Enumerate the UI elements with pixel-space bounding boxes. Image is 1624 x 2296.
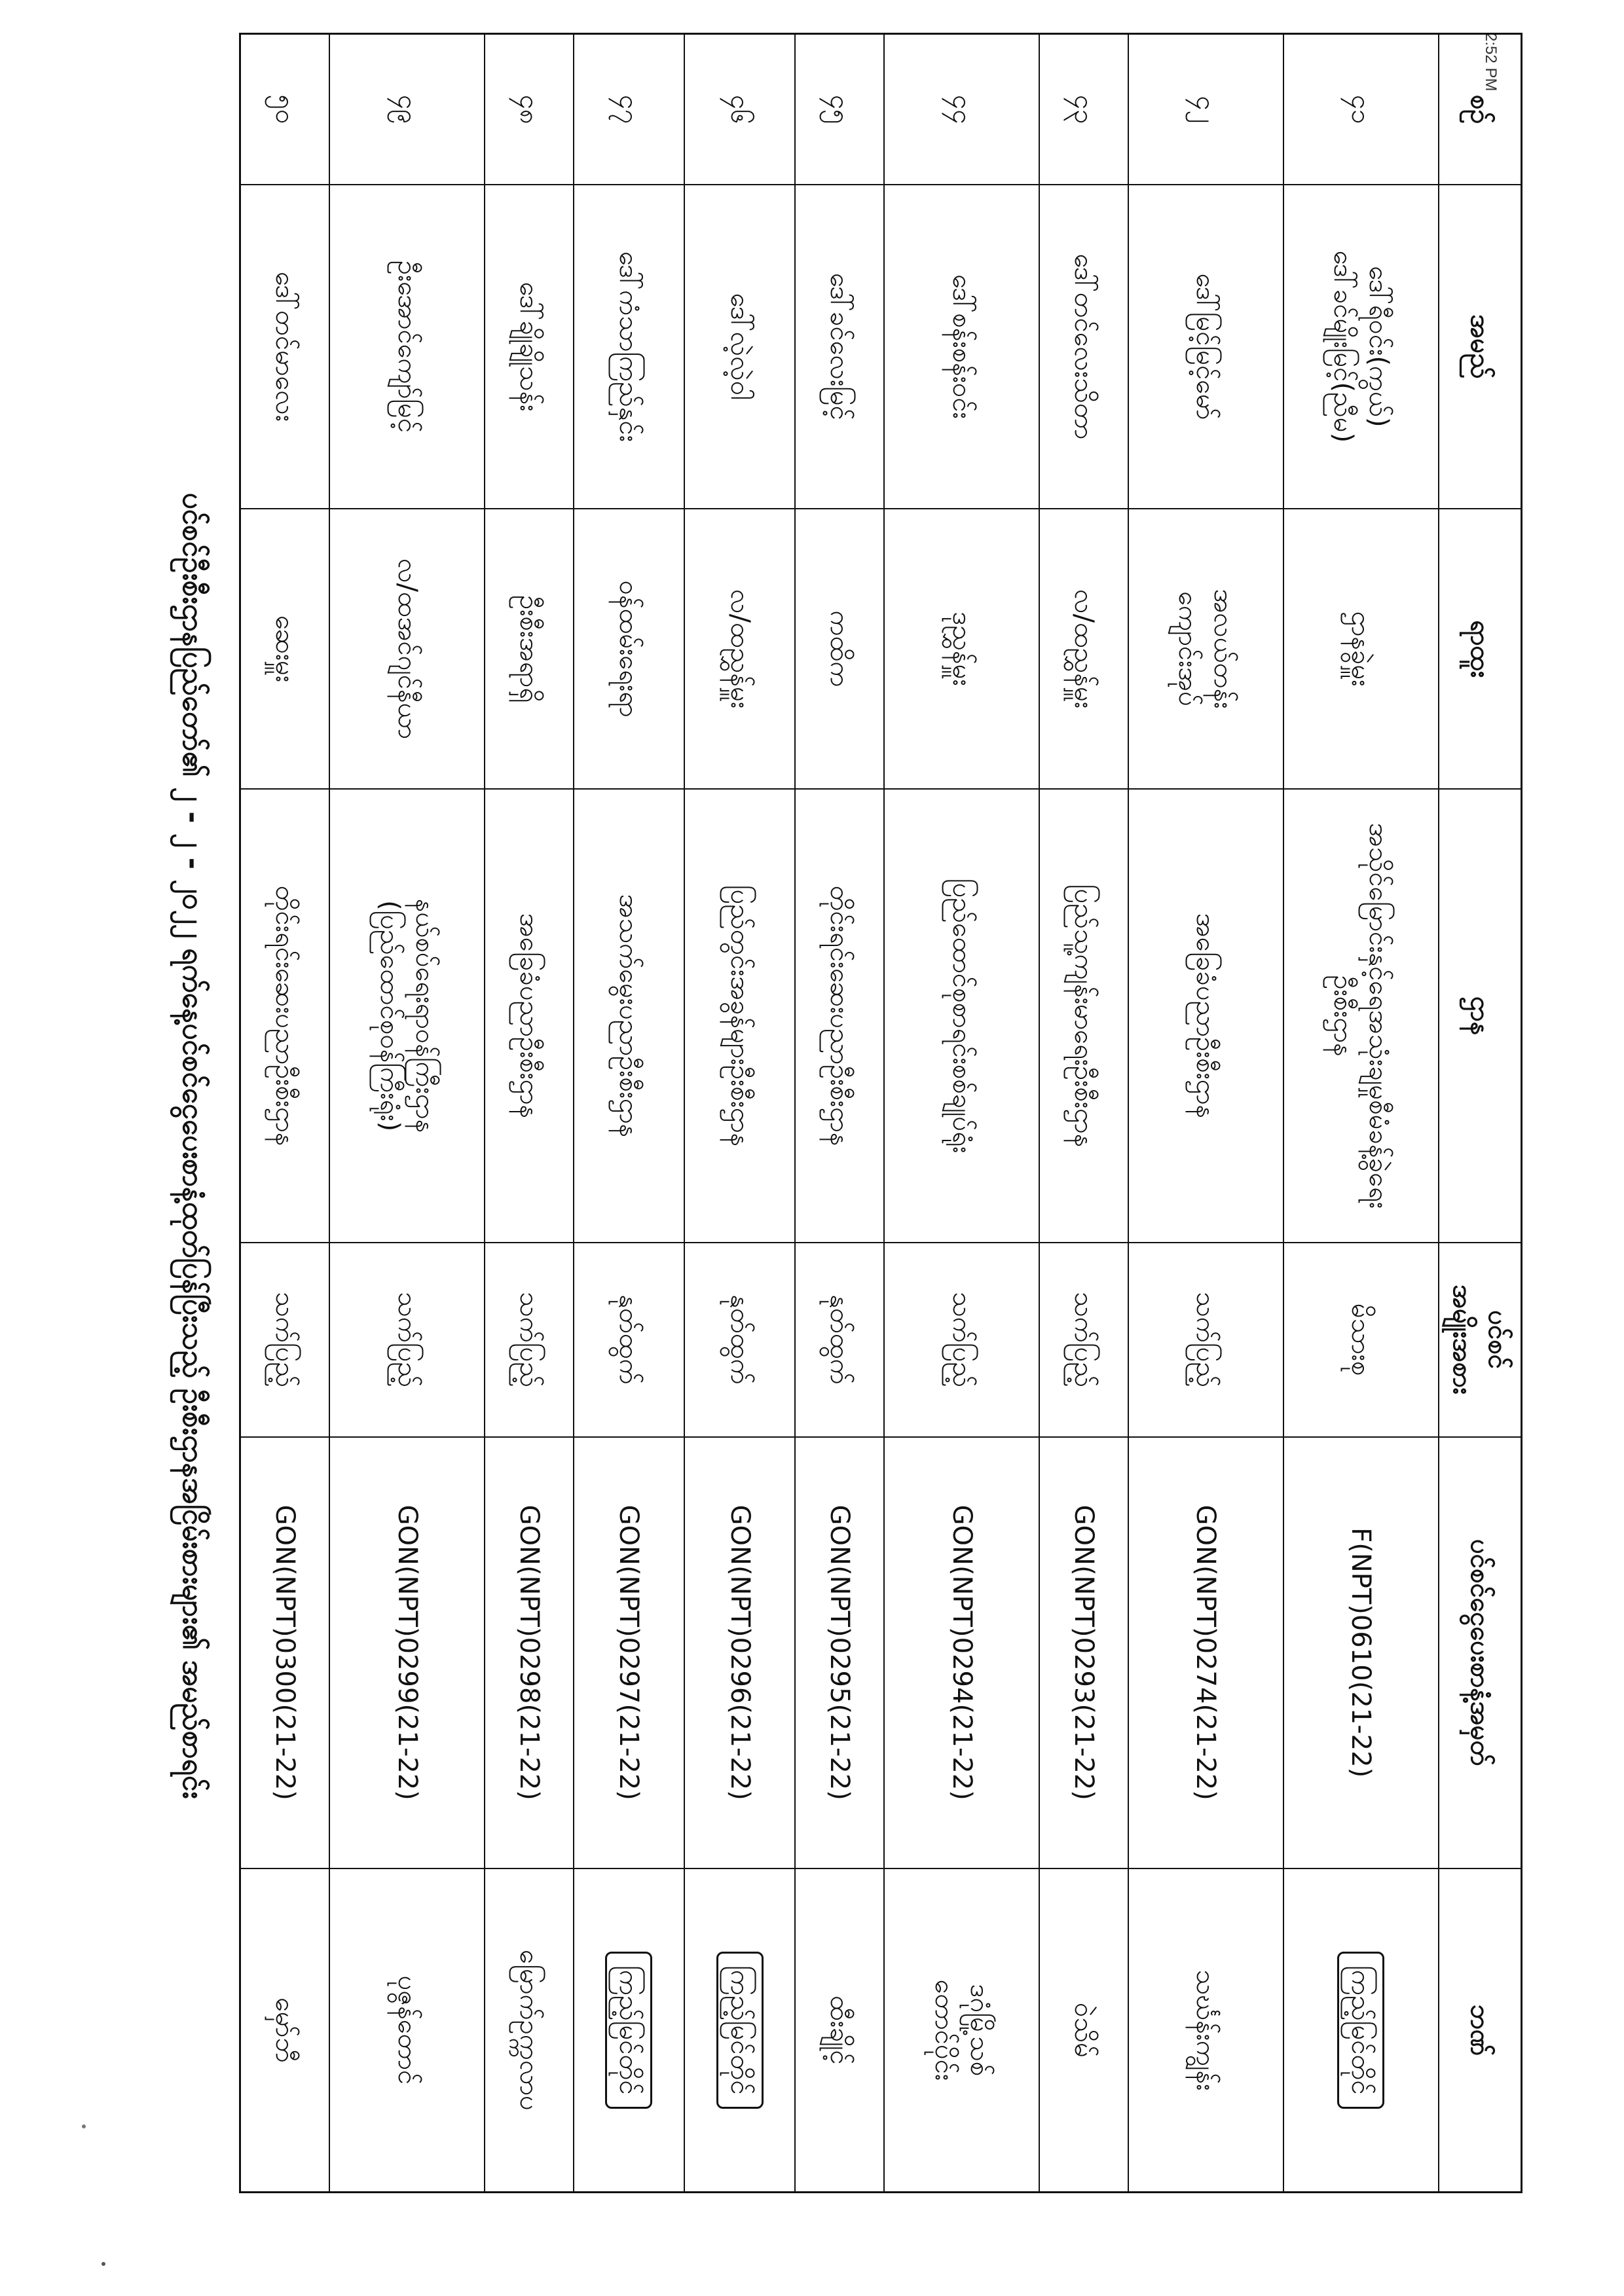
col-ref-cell bbox=[1283, 1437, 1439, 1868]
col-ref-cell bbox=[796, 1437, 885, 1868]
col-rank-text: ဌာနခွဲမှူး bbox=[1346, 611, 1376, 687]
col-dept-header: ဌာန bbox=[1439, 789, 1522, 1242]
col-type-text: သက်ပြည့် bbox=[513, 1292, 544, 1388]
col-rank-cell bbox=[240, 509, 330, 790]
col-ref-cell bbox=[684, 1437, 795, 1868]
col-bank-cell bbox=[1039, 1868, 1128, 2193]
bank-name-circled: ကြည့်မြင်တိုင် bbox=[605, 1952, 652, 2108]
col-bank-cell bbox=[329, 1868, 485, 2193]
col-rank-header: ရာထူး bbox=[1439, 509, 1522, 790]
col-type-text: သက်ပြည့် bbox=[392, 1292, 422, 1388]
col-name-text: ဒေါ်ချိုချိုသန်း bbox=[513, 282, 544, 412]
col-no-text: ၄၉ bbox=[392, 94, 422, 124]
pensioner-table bbox=[239, 33, 1522, 2193]
col-no-cell bbox=[1283, 34, 1439, 185]
col-rank-text: ဆေးမှူး bbox=[270, 615, 301, 683]
col-ref-text: GON(NPT)0295(21-22) bbox=[824, 1504, 855, 1800]
col-rank-text: ဦးစီးအရာရှိ bbox=[513, 595, 544, 703]
col-ref-text: GON(NPT)0274(21-22) bbox=[1190, 1504, 1221, 1800]
col-dept-cell bbox=[1039, 789, 1128, 1242]
col-no-text: ၄၅ bbox=[824, 94, 855, 124]
print-timestamp: 2:52 PM bbox=[1482, 33, 1500, 92]
table-row bbox=[1283, 34, 1439, 2193]
col-no-text: ၄၃ bbox=[1068, 94, 1099, 124]
col-name-cell bbox=[485, 185, 574, 509]
col-no-text: ၄၂ bbox=[1190, 96, 1221, 124]
col-rank-cell bbox=[485, 509, 574, 790]
col-dept-cell bbox=[884, 789, 1039, 1242]
col-name-cell bbox=[574, 185, 684, 509]
table-row bbox=[1128, 34, 1283, 2193]
col-bank-text: မြောက်ဥက္ကလာပ bbox=[513, 1950, 544, 2111]
col-dept-text: အခြေခံပညာဦးစီးဌာန bbox=[1190, 913, 1221, 1119]
col-ref-cell bbox=[574, 1437, 684, 1868]
col-name-text: ဒေါ်လဲ့လဲ့ဝါ bbox=[724, 293, 755, 401]
col-no-text: ၅၀ bbox=[270, 94, 301, 124]
col-bank-cell bbox=[1128, 1868, 1283, 2193]
col-dept-cell bbox=[329, 789, 485, 1242]
col-type-text: နုတ်ထွက် bbox=[824, 1294, 855, 1385]
col-dept-text: အခြေခံပညာဦးစီးဌာန bbox=[513, 913, 544, 1119]
col-type-text: မိသားစု bbox=[1346, 1303, 1376, 1376]
col-ref-cell bbox=[884, 1437, 1039, 1868]
col-name-cell bbox=[1128, 185, 1283, 509]
col-no-cell bbox=[485, 34, 574, 185]
col-name-header: အမည် bbox=[1439, 185, 1522, 509]
col-ref-text: GON(NPT)0298(21-22) bbox=[513, 1504, 544, 1800]
col-name-cell bbox=[884, 185, 1039, 509]
col-bank-cell bbox=[574, 1868, 684, 2193]
col-no-text: ၄၆ bbox=[724, 94, 755, 124]
col-ref-text: F(NPT)0610(21-22) bbox=[1346, 1527, 1376, 1778]
col-no-header: စဉ် bbox=[1439, 34, 1522, 185]
col-bank-cell bbox=[485, 1868, 574, 2193]
col-name-cell bbox=[240, 185, 330, 509]
col-rank-text: လ/ထအင်ဂျင်နီယာ bbox=[392, 558, 422, 740]
col-ref-text: GON(NPT)0299(21-22) bbox=[392, 1504, 422, 1800]
col-rank-cell bbox=[1283, 509, 1439, 790]
col-type-cell bbox=[884, 1243, 1039, 1437]
col-dept-cell bbox=[485, 789, 574, 1242]
col-type-text: သက်ပြည့် bbox=[946, 1292, 977, 1388]
col-no-cell bbox=[1128, 34, 1283, 185]
col-rank-text: လ/ထညွှန်မှူး bbox=[724, 589, 755, 709]
col-bank-text: ဝဲသိမ် bbox=[1068, 2002, 1099, 2058]
col-name-cell bbox=[1283, 185, 1439, 509]
col-ref-cell bbox=[240, 1437, 330, 1868]
col-bank-cell bbox=[1283, 1868, 1439, 2193]
col-bank-text: သင်္ဃန်းကျွန်း bbox=[1190, 1969, 1221, 2091]
col-no-cell bbox=[684, 34, 795, 185]
col-no-text: ၄၁ bbox=[1346, 94, 1376, 124]
col-ref-text: GON(NPT)0297(21-22) bbox=[614, 1504, 644, 1800]
col-bank-header: ဘဏ် bbox=[1439, 1868, 1522, 2193]
col-name-text: ဒေါ်ခင်လေးမြင့် bbox=[824, 273, 855, 420]
col-no-text: ၄၈ bbox=[513, 94, 544, 124]
bank-name-circled: ကြည့်မြင်တိုင် bbox=[1337, 1952, 1384, 2108]
table-body bbox=[240, 34, 1439, 2193]
col-name-cell bbox=[684, 185, 795, 509]
table-row bbox=[485, 34, 574, 2193]
col-type-cell bbox=[684, 1243, 795, 1437]
col-ref-text: GON(NPT)0294(21-22) bbox=[946, 1504, 977, 1800]
col-bank-cell bbox=[240, 1868, 330, 2193]
col-no-cell bbox=[240, 34, 330, 185]
col-type-text: သက်ပြည့် bbox=[1190, 1292, 1221, 1388]
table-row bbox=[329, 34, 485, 2193]
table-row bbox=[1039, 34, 1128, 2193]
col-rank-cell bbox=[796, 509, 885, 790]
col-name-text: ဒေါ်တင်မာလေး bbox=[270, 272, 301, 422]
table-header-row bbox=[1439, 34, 1522, 2193]
col-no-cell bbox=[884, 34, 1039, 185]
col-type-cell bbox=[1283, 1243, 1439, 1437]
col-dept-text: တိုင်းရင်းဆေးပညာဦးစီးဌာန bbox=[824, 885, 855, 1146]
col-no-text: ၄၇ bbox=[614, 94, 644, 124]
col-bank-cell bbox=[796, 1868, 885, 2193]
bank-name-circled: ကြည့်မြင်တိုင် bbox=[716, 1952, 764, 2108]
col-dept-cell bbox=[796, 789, 885, 1242]
col-type-cell bbox=[574, 1243, 684, 1437]
col-type-text: သက်ပြည့် bbox=[1068, 1292, 1099, 1388]
col-no-text: ၄၄ bbox=[946, 94, 977, 124]
col-ref-cell bbox=[1039, 1437, 1128, 1868]
col-ref-text: GON(NPT)0300(21-22) bbox=[270, 1504, 301, 1800]
col-ref-cell bbox=[1128, 1437, 1283, 1868]
col-rank-cell bbox=[684, 509, 795, 790]
col-type-header: ပင်စင် အမျိုးအစား bbox=[1439, 1243, 1522, 1437]
col-rank-cell bbox=[574, 509, 684, 790]
col-dept-cell bbox=[240, 789, 330, 1242]
col-rank-cell bbox=[1128, 509, 1283, 790]
col-rank-text: အလယ်တန်း ကျောင်းအုပ် bbox=[1173, 589, 1239, 709]
col-name-text: ဒေါ်ရီဝင်း(ကွယ်) ဒေါ်ခင်မျိုးမြင့်(ညီမ) bbox=[1328, 250, 1394, 443]
col-bank-text: ဒဂုံမြို့သစ် တောင်ပိုင်း bbox=[929, 1979, 995, 2081]
table-row bbox=[684, 34, 795, 2193]
col-type-text: နုတ်ထွက် bbox=[614, 1294, 644, 1385]
col-dept-cell bbox=[684, 789, 795, 1242]
col-type-cell bbox=[1039, 1243, 1128, 1437]
col-dept-text: အသိုင်မြောင်းနှင့်ရေအသုံးချမှုစီမံခန့်ခွဲရေး ဦးစီးဌာန bbox=[1328, 823, 1394, 1209]
col-rank-text: လ/ထညွှန်မှူး bbox=[1068, 589, 1099, 709]
col-bank-text: ထီးချိုင့် bbox=[824, 1995, 855, 2065]
col-type-cell bbox=[329, 1243, 485, 1437]
col-name-cell bbox=[1039, 185, 1128, 509]
col-ref-text: GON(NPT)0296(21-22) bbox=[724, 1504, 755, 1800]
col-rank-text: ဝန်ထမ်းရေးရာ bbox=[614, 580, 644, 718]
col-dept-cell bbox=[1128, 789, 1283, 1242]
col-rank-text: ကထိက bbox=[824, 610, 855, 687]
col-no-cell bbox=[329, 34, 485, 185]
col-rank-cell bbox=[884, 509, 1039, 790]
col-type-cell bbox=[485, 1243, 574, 1437]
col-type-cell bbox=[1128, 1243, 1283, 1437]
col-name-text: ဒေါ်ကံသာကြည်နှင်း bbox=[614, 251, 644, 442]
col-name-text: ဒေါ်တင်လေးသိတာ bbox=[1068, 253, 1099, 440]
col-dept-text: ပြည်သူ့ကျန်းမာရေးဦးစီးဌာန bbox=[1068, 884, 1099, 1148]
col-name-text: ဒေါ်မြင့်မြင့်မော် bbox=[1190, 273, 1221, 420]
table-row bbox=[796, 34, 885, 2193]
col-type-text: သက်ပြည့် bbox=[270, 1292, 301, 1388]
col-dept-text: အသက်မွေးပညာဦးစီးဌာန bbox=[614, 894, 644, 1138]
col-no-cell bbox=[796, 34, 885, 185]
table-row bbox=[574, 34, 684, 2193]
col-dept-text: ပြည်တွင်းအခွန်များဦးစီးဌာန bbox=[724, 884, 755, 1147]
col-no-cell bbox=[1039, 34, 1128, 185]
table-row bbox=[240, 34, 330, 2193]
col-bank-cell bbox=[684, 1868, 795, 2193]
col-dept-text: နယ်စပ်ရေးရာဝန်ကြီးဌာန (ပြည်ထောင်စုဝန်ကြီးရုံး) bbox=[374, 898, 440, 1133]
col-bank-cell bbox=[884, 1868, 1039, 2193]
col-name-text: ဦးအောင်ကျော်မြင့် bbox=[392, 260, 422, 433]
col-bank-text: ပုဇွန်တောင် bbox=[392, 1975, 422, 2085]
col-dept-text: ပြည်ထောင်စုစာရင်းစစ်ချုပ်ရုံး bbox=[946, 878, 977, 1154]
col-bank-text: မှော်ဘီ bbox=[270, 1997, 301, 2063]
col-no-cell bbox=[574, 34, 684, 185]
col-rank-text: ဒုညွှန်မှူး bbox=[946, 611, 977, 686]
col-type-cell bbox=[796, 1243, 885, 1437]
col-dept-cell bbox=[1283, 789, 1439, 1242]
col-name-text: ဒေါ်စန်းစန်းဝင်း bbox=[946, 274, 977, 419]
col-rank-cell bbox=[1039, 509, 1128, 790]
document-title: ပင်စင်ဦးစီးဌာနပြည်တော်၏ ၂ - ၂ - ၂၀၂၂ ရက်နေ့ပင်စင်ငွေပေးစာနံ့ထုတ်ပြန်ပြီးသည့် ဦးစီးဌာနအငြိမ်းစားများ၏ အမည်စာရင်း bbox=[176, 492, 210, 1799]
col-dept-text: တိုင်းရင်းဆေးပညာဦးစီးဌာန bbox=[270, 885, 301, 1146]
col-name-cell bbox=[796, 185, 885, 509]
col-type-cell bbox=[240, 1243, 330, 1437]
col-type-text: နုတ်ထွက် bbox=[724, 1294, 755, 1385]
col-ref-header: ပင်စင်ငွေပေးစာနံ့အမှတ် bbox=[1439, 1437, 1522, 1868]
col-rank-cell bbox=[329, 509, 485, 790]
col-dept-cell bbox=[574, 789, 684, 1242]
col-name-cell bbox=[329, 185, 485, 509]
col-ref-cell bbox=[485, 1437, 574, 1868]
col-ref-text: GON(NPT)0293(21-22) bbox=[1068, 1504, 1099, 1800]
col-ref-cell bbox=[329, 1437, 485, 1868]
table-row bbox=[884, 34, 1039, 2193]
